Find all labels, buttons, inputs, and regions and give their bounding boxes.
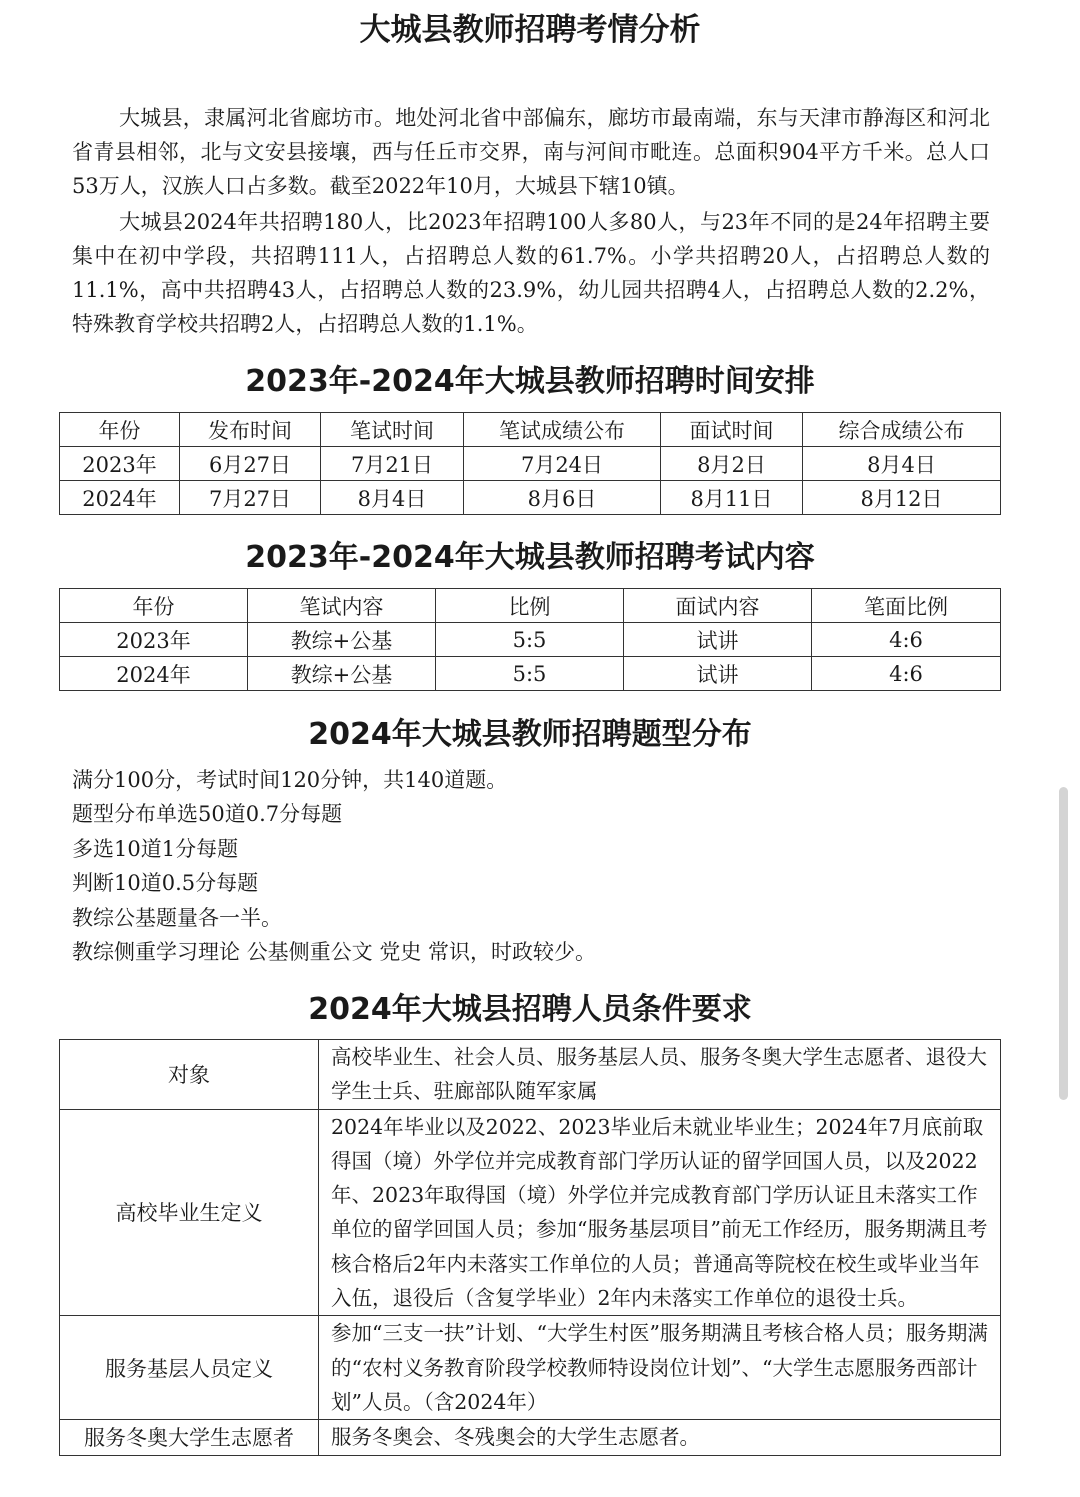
list-item: 多选10道1分每题	[72, 836, 239, 861]
header-cell: 笔试内容	[248, 589, 436, 623]
requirement-label: 对象	[60, 1040, 319, 1110]
header-cell: 笔面比例	[812, 589, 1001, 623]
intro-paragraph-recruitment: 大城县2024年共招聘180人，比2023年招聘100人多80人，与23年不同的是24年招聘主要集中在初中学段，共招聘111人，占招聘总人数的61.7%。小学共招聘20人，占招聘总人数的11.1%，高中共招聘43人，占招聘总人数的23.9%，幼儿园共招聘4人，占招聘总人数的2.2%，特殊教育学校共招聘2人，占招聘总人数的1.1%。	[72, 210, 990, 336]
requirements-title: 2024年大城县招聘人员条件要求	[308, 992, 752, 1027]
table-cell: 试讲	[624, 623, 812, 657]
requirement-value: 高校毕业生、社会人员、服务基层人员、服务冬奥大学生志愿者、退役大学生士兵、驻廊部队随军家属	[319, 1040, 1001, 1110]
requirement-value: 服务冬奥会、冬残奥会的大学生志愿者。	[319, 1420, 1001, 1455]
table-cell: 8月4日	[803, 447, 1001, 481]
table-cell: 2023年	[60, 623, 248, 657]
list-item: 教综公基题量各一半。	[72, 905, 282, 930]
requirement-label: 服务基层人员定义	[60, 1316, 319, 1420]
scrollbar-thumb[interactable]	[1059, 787, 1068, 1100]
header-cell: 年份	[60, 589, 248, 623]
table-row	[60, 657, 1001, 691]
table-cell: 2024年	[60, 657, 248, 691]
page-title: 大城县教师招聘考情分析	[359, 12, 701, 48]
table-row	[60, 1109, 1001, 1316]
header-cell: 发布时间	[180, 413, 321, 447]
table-cell: 试讲	[624, 657, 812, 691]
exam-content-title: 2023年-2024年大城县教师招聘考试内容	[245, 540, 815, 575]
requirement-value: 2024年毕业以及2022、2023毕业后未就业毕业生；2024年7月底前取得国（境）外学位并完成教育部门学历认证的留学回国人员，以及2022年、2023年取得国（境）外学位并完成教育部门学历认证且未落实工作单位的留学回国人员；参加“服务基层项目”前无工作经历，服务期满且考核合格后2年内未落实工作单位的人员；普通高等院校在校生或毕业当年入伍，退役后（含复学毕业）2年内未落实工作单位的退役士兵。	[319, 1109, 1001, 1316]
table-row	[60, 1420, 1001, 1455]
intro-paragraph-overview: 大城县，隶属河北省廊坊市。地处河北省中部偏东，廊坊市最南端，东与天津市静海区和河北省青县相邻，北与文安县接壤，西与任丘市交界，南与河间市毗连。总面积904平方千米。总人口53万人，汉族人口占多数。截至2022年10月，大城县下辖10镇。	[72, 106, 990, 198]
table-cell: 8月12日	[803, 481, 1001, 515]
list-item: 判断10道0.5分每题	[72, 871, 259, 896]
table-row	[60, 1040, 1001, 1110]
table-cell: 8月11日	[661, 481, 803, 515]
header-cell: 比例	[436, 589, 624, 623]
table-cell: 5:5	[436, 623, 624, 657]
requirement-label: 服务冬奥大学生志愿者	[60, 1420, 319, 1455]
table-header-row	[60, 589, 1001, 623]
table-cell: 6月27日	[180, 447, 321, 481]
table-row	[60, 447, 1001, 481]
schedule-table	[59, 412, 1001, 515]
list-item: 教综侧重学习理论 公基侧重公文 党史 常识，时政较少。	[72, 939, 597, 964]
requirement-value: 参加“三支一扶”计划、“大学生村医”服务期满且考核合格人员；服务期满的“农村义务教育阶段学校教师特设岗位计划”、“大学生志愿服务西部计划”人员。（含2024年）	[319, 1316, 1001, 1420]
table-cell: 教综+公基	[248, 657, 436, 691]
table-cell: 5:5	[436, 657, 624, 691]
header-cell: 综合成绩公布	[803, 413, 1001, 447]
table-row	[60, 1316, 1001, 1420]
table-cell: 4:6	[812, 623, 1001, 657]
header-cell: 年份	[60, 413, 180, 447]
table-cell: 2024年	[60, 481, 180, 515]
table-cell: 7月21日	[321, 447, 464, 481]
header-cell: 面试内容	[624, 589, 812, 623]
table-row	[60, 623, 1001, 657]
schedule-title: 2023年-2024年大城县教师招聘时间安排	[245, 364, 815, 399]
table-cell: 7月24日	[464, 447, 661, 481]
header-cell: 笔试时间	[321, 413, 464, 447]
table-cell: 7月27日	[180, 481, 321, 515]
distribution-list	[72, 763, 972, 969]
exam-content-table	[59, 588, 1001, 691]
table-cell: 2023年	[60, 447, 180, 481]
table-cell: 4:6	[812, 657, 1001, 691]
distribution-title: 2024年大城县教师招聘题型分布	[308, 717, 752, 752]
table-cell: 教综+公基	[248, 623, 436, 657]
table-row	[60, 481, 1001, 515]
list-item: 满分100分，考试时间120分钟，共140道题。	[72, 768, 508, 792]
table-cell: 8月6日	[464, 481, 661, 515]
list-item: 题型分布单选50道0.7分每题	[72, 802, 343, 827]
header-cell: 面试时间	[661, 413, 803, 447]
table-cell: 8月2日	[661, 447, 803, 481]
table-header-row	[60, 413, 1001, 447]
table-cell: 8月4日	[321, 481, 464, 515]
requirement-label: 高校毕业生定义	[60, 1109, 319, 1316]
requirements-table	[59, 1039, 1001, 1456]
header-cell: 笔试成绩公布	[464, 413, 661, 447]
